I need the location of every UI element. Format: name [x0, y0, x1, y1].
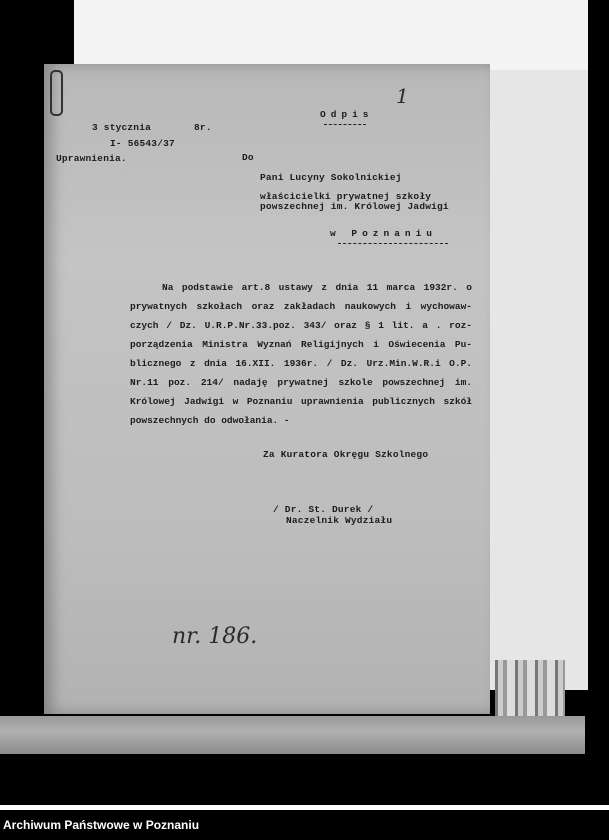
body-line: czych / Dz. U.R.P.Nr.33.poz. 343/ oraz § 1 lit. a . roz- — [130, 320, 472, 331]
body-line: powszechnych do odwołania. - — [130, 415, 290, 426]
body-line: porządzenia Ministra Wyznań Religijnych i Oświecenia Pu- — [130, 339, 472, 350]
signatory-title: Naczelnik Wydziału — [286, 515, 393, 526]
paper-clip-icon — [50, 70, 63, 116]
handwritten-page-number: 1 — [396, 84, 409, 108]
addressee-role-line2: powszechnej im. Królowej Jadwigi — [260, 201, 449, 212]
addressee-role-line1: właścicielki prywatnej szkoły — [260, 191, 432, 202]
subject: Uprawnienia. — [56, 153, 127, 164]
date: 3 stycznia — [92, 122, 152, 133]
addressee-prefix: Do — [242, 152, 254, 163]
body-line: Na podstawie art.8 ustawy z dnia 11 marca 1932r. o — [162, 282, 472, 293]
body-line: prywatnych szkołach oraz zakładach naukowych i wychowaw- — [130, 301, 472, 312]
body-line: Nr.11 poz. 214/ nadaję prywatnej szkole powszechnej im. — [130, 377, 472, 388]
binding-strip — [0, 716, 585, 754]
city-underline — [338, 243, 448, 244]
archive-credit: Archiwum Państwowe w Poznaniu — [3, 818, 200, 832]
addressee-city: w Poznaniu — [330, 228, 438, 239]
reference-number: I- 56543/37 — [110, 138, 175, 149]
copy-mark: Odpis — [320, 109, 374, 120]
signature-on-behalf: Za Kuratora Okręgu Szkolnego — [263, 449, 429, 460]
addressee-name: Pani Lucyny Sokolnickiej — [260, 172, 402, 183]
divider — [0, 805, 609, 810]
body-line: blicznego z dnia 16.XII. 1936r. / Dz. Urz.Min.W.R.i O.P. — [130, 358, 472, 369]
background-sheet-edge — [490, 70, 588, 690]
copy-mark-underline — [324, 124, 366, 125]
handwritten-number: nr. 186. — [172, 624, 258, 649]
body-line: Królowej Jadwigi w Poznaniu uprawnienia publicznych szkół — [130, 396, 472, 407]
year: 8r. — [194, 122, 212, 133]
file-edges — [495, 660, 565, 720]
signatory-name: / Dr. St. Durek / — [273, 504, 374, 515]
